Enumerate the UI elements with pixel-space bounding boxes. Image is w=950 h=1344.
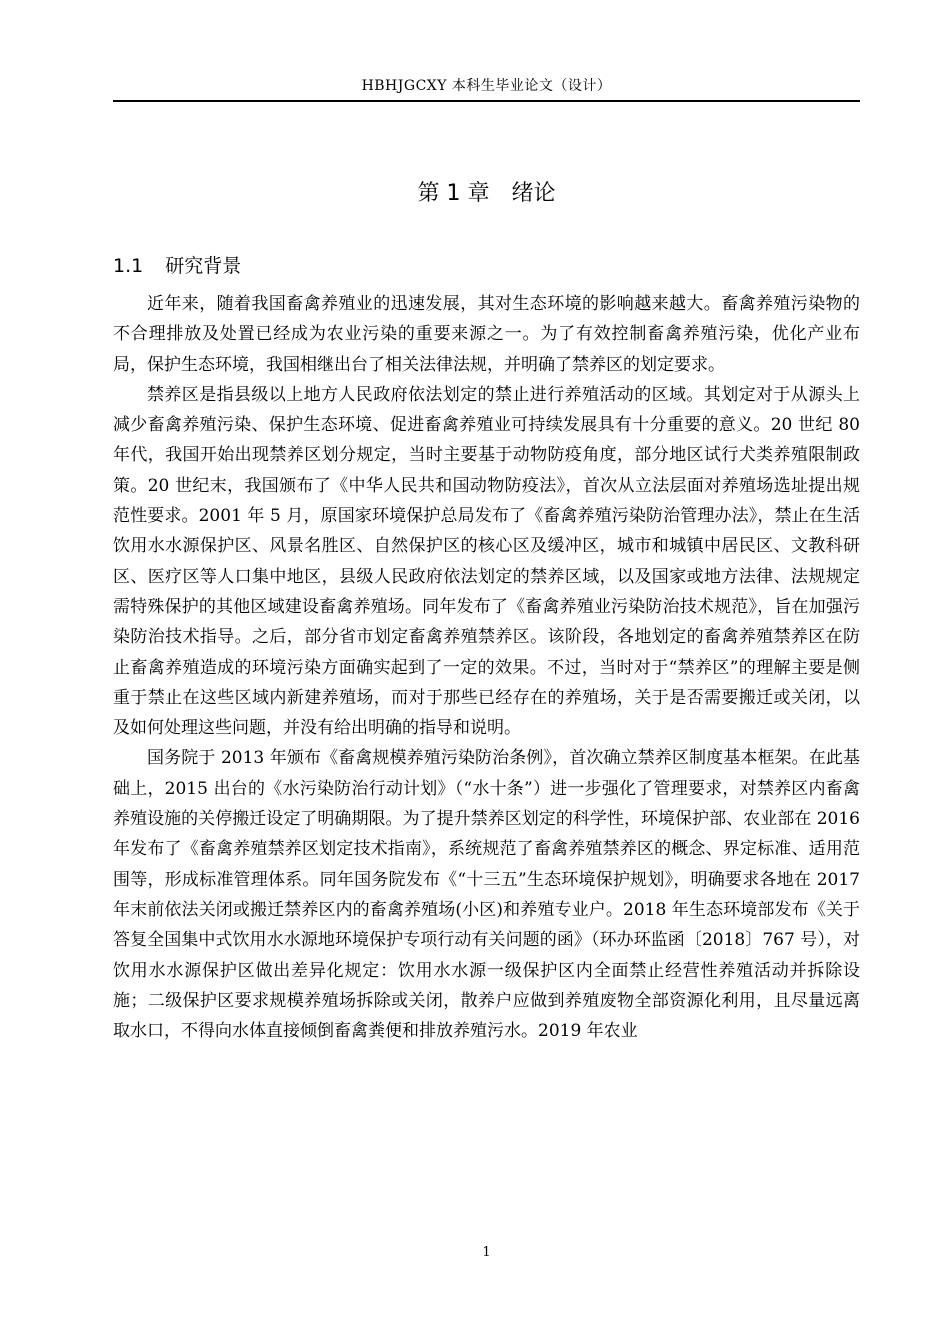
section-name: 研究背景	[165, 255, 242, 277]
chapter-number: 第 1 章	[417, 181, 490, 206]
header-divider	[113, 100, 860, 102]
body-text	[113, 289, 860, 1046]
chapter-name: 绪论	[511, 181, 556, 206]
section-number: 1.1	[113, 255, 144, 277]
page-number: 1	[482, 1245, 491, 1260]
page-header: HBHJGCXY 本科生毕业论文（设计）	[361, 78, 612, 94]
chapter-title	[113, 178, 860, 210]
paragraph: 禁养区是指县级以上地方人民政府依法划定的禁止进行养殖活动的区域。其划定对于从源头上减少畜禽养殖污染、保护生态环境、促进畜禽养殖业可持续发展具有十分重要的意义。20 世纪 80 年代，我国开始出现禁养区划分规定，当时主要基于动物防疫角度，部分地区试行犬类养殖限制政策。20 世纪末，我国颁布了《中华人民共和国动物防疫法》，首次从立法层面对养殖场选址提出规范性要求。2001 年 5 月，原国家环境保护总局发布了《畜禽养殖污染防治管理办法》，禁止在生活饮用水水源保护区、风景名胜区、自然保护区的核心区及缓冲区，城市和城镇中居民区、文教科研区、医疗区等人口集中地区，县级人民政府依法划定的禁养区域，以及国家或地方法律、法规规定需特殊保护的其他区域建设畜禽养殖场。同年发布了《畜禽养殖业污染防治技术规范》，旨在加强污染防治技术指导。之后，部分省市划定畜禽养殖禁养区。该阶段，各地划定的畜禽养殖禁养区在防止畜禽养殖造成的环境污染方面确实起到了一定的效果。不过，当时对于“禁养区”的理解主要是侧重于禁止在这些区域内新建养殖场，而对于那些已经存在的养殖场，关于是否需要搬迁或关闭，以及如何处理这些问题，并没有给出明确的指导和说明。	[113, 384, 860, 739]
paragraph: 近年来，随着我国畜禽养殖业的迅速发展，其对生态环境的影响越来越大。畜禽养殖污染物的不合理排放及处置已经成为农业污染的重要来源之一。为了有效控制畜禽养殖污染，优化产业布局，保护生态环境，我国相继出台了相关法律法规，并明确了禁养区的划定要求。	[113, 294, 860, 375]
paragraph: 国务院于 2013 年颁布《畜禽规模养殖污染防治条例》，首次确立禁养区制度基本框架。在此基础上，2015 出台的《水污染防治行动计划》（“水十条”）进一步强化了管理要求，对禁养区内畜禽养殖设施的关停搬迁设定了明确期限。为了提升禁养区划定的科学性，环境保护部、农业部在 2016 年发布了《畜禽养殖禁养区划定技术指南》，系统规范了畜禽养殖禁养区的概念、界定标准、适用范围等，形成标准管理体系。同年国务院发布《“十三五”生态环境保护规划》，明确要求各地在 2017 年末前依法关闭或搬迁禁养区内的畜禽养殖场(小区)和养殖专业户。2018 年生态环境部发布《关于答复全国集中式饮用水水源地环境保护专项行动有关问题的函》（环办环监函〔2018〕767 号），对饮用水水源保护区做出差异化规定：饮用水水源一级保护区内全面禁止经营性养殖活动并拆除设施；二级保护区要求规模养殖场拆除或关闭，散养户应做到养殖废物全部资源化利用，且尽量远离取水口，不得向水体直接倾倒畜禽粪便和排放养殖污水。2019 年农业	[113, 748, 860, 1042]
section-title	[113, 252, 241, 280]
